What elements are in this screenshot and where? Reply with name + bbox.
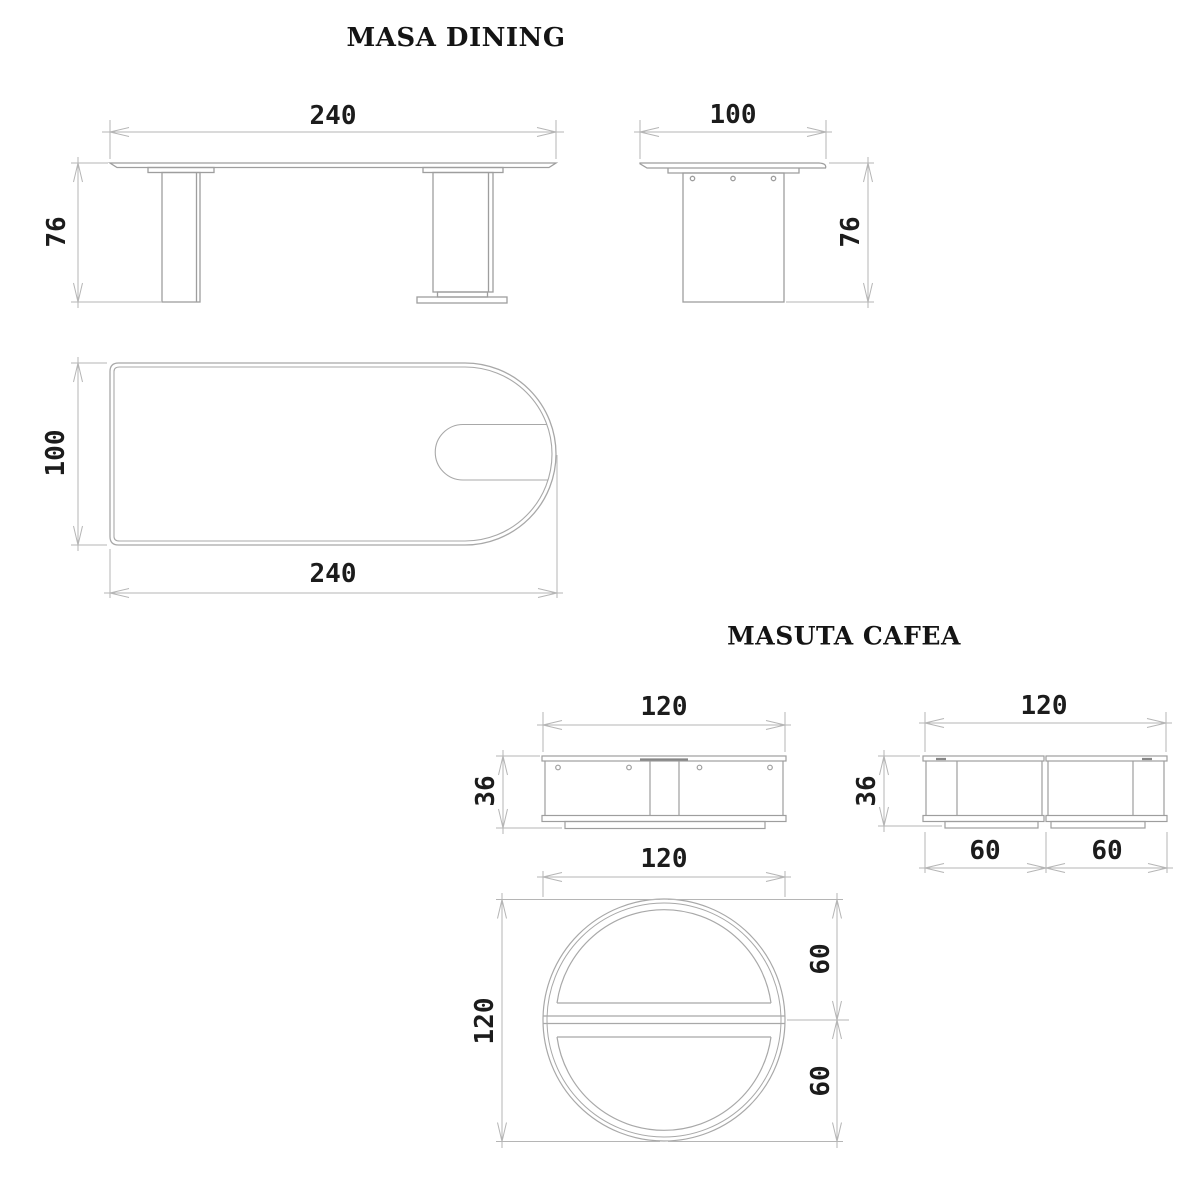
split-edges [544,1016,785,1024]
dining-side-width-label: 100 [709,100,757,130]
dining-top-depth-label: 100 [41,429,71,477]
dining-table-title: MASA DINING [346,23,566,53]
coffee-top-half-dimensions [668,893,849,1148]
right-leg-base [417,297,507,303]
coffee-top-lower-half-label: 60 [806,1065,836,1097]
left-module-body [926,761,1042,816]
dining-top-depth-dimension [71,357,107,551]
dining-front-width-label: 240 [309,101,357,131]
screw-hole [556,765,561,770]
left-module-plinth [945,822,1038,829]
screw-hole [771,176,775,180]
coffee-table-title: MASUTA CAFEA [727,621,961,651]
dining-top-view [110,363,556,545]
coffee-top-upper-half-label: 60 [806,943,836,975]
right-leg-neck [438,292,488,297]
right-module-body [1048,761,1164,816]
coffee-side-height-dimension [878,750,942,832]
coffee-top-depth-dimension [496,893,660,1148]
coffee-side-right-module-label: 60 [1091,836,1123,866]
coffee-side-width-label: 120 [1020,691,1068,721]
coffee-front-width-label: 120 [640,692,688,722]
left-leg [162,173,200,303]
dining-side-view [640,163,826,302]
dining-side-height-label: 76 [836,216,866,248]
tabletop-circle-inner [547,903,781,1137]
tabletop-outline-outer [110,363,556,545]
coffee-top-depth-label: 120 [470,997,500,1045]
bottom-band [542,816,786,822]
right-leg-column [433,173,493,293]
coffee-front-view [542,756,786,829]
coffee-front-height-label: 36 [471,775,501,807]
coffee-side-height-label: 36 [852,775,882,807]
right-module-bottom-band [1046,816,1167,822]
leg-slot [435,425,548,481]
tabletop-front [110,163,556,168]
tabletop-outline-inner [114,367,552,541]
dining-front-view [110,163,556,303]
left-module-bottom-band [923,816,1044,822]
support-rail [668,168,799,173]
coffee-side-left-module-label: 60 [969,836,1001,866]
right-module-plinth [1051,822,1145,829]
coffee-top-view [543,899,785,1141]
plinth [565,822,765,829]
tabletop-side [640,163,826,168]
screw-hole [731,176,735,180]
top-half-inner-rim [557,910,771,1003]
coffee-top-width-label: 120 [640,844,688,874]
dining-front-height-label: 76 [42,216,72,248]
screw-hole [690,176,694,180]
dining-top-width-label: 240 [309,559,357,589]
left-leg-cap [148,168,214,173]
tabletop-circle-outer [543,899,785,1141]
screw-hole [768,765,773,770]
coffee-top-width-dimension [537,871,791,897]
screw-hole [627,765,632,770]
right-leg-cap [423,168,503,173]
body-edges [545,761,783,816]
coffee-side-module-dimensions [919,832,1173,873]
screw-hole [697,765,702,770]
bottom-half-inner-rim [557,1037,771,1130]
panel-leg [683,173,784,302]
dining-front-height-dimension [71,157,161,308]
coffee-side-view [923,756,1167,828]
